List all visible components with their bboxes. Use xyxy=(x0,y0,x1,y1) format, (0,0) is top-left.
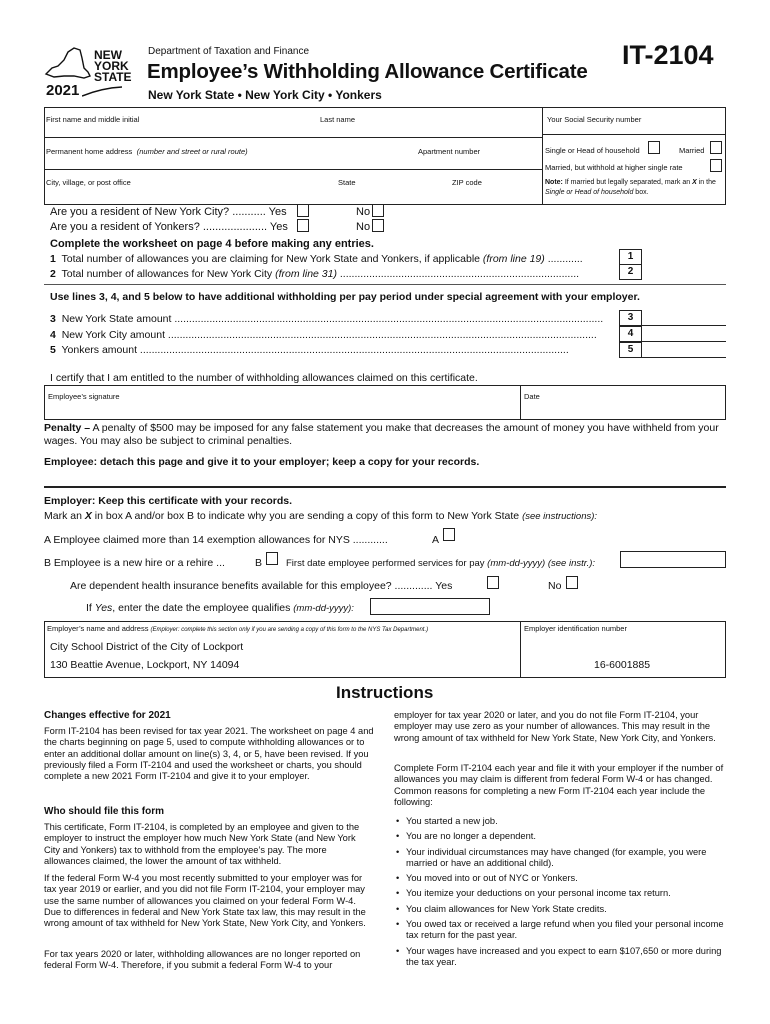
nyc-resident-no-label: No xyxy=(356,206,371,218)
name-address-note: (Employer: complete this section only if you are sending a copy of this form to the NYS Tax Department.) xyxy=(150,627,429,633)
status-married-label: Married xyxy=(679,146,705,155)
line-4-number: 4 xyxy=(50,329,56,341)
nys-logo xyxy=(44,46,132,102)
zip-field[interactable] xyxy=(452,172,540,198)
list-item: • You itemize your deductions on your personal income tax return. xyxy=(394,888,726,899)
who-paragraph-2: If the federal Form W-4 you most recently submitted to your employer was for tax year 2019 or earlier, and you did not file Form IT-2104, your employer may use the same number of allowances you claimed on your federal Form W-4. Due to differences in federal and New York State tax law, this may result in the wrong amount of tax withheld for New York State, New York City, and Yonkers. xyxy=(44,873,366,929)
line-2-dots: .................................................................................. xyxy=(339,268,580,280)
line-4 xyxy=(50,329,616,341)
health-yes-checkbox[interactable] xyxy=(487,576,499,589)
penalty-statement xyxy=(44,422,728,448)
who-paragraph-1: This certificate, Form IT-2104, is completed by an employee and given to the employer to instruct the employer how much New York State (and New York City and Yonkers) tax to withhold from the employee’s pay. The more allowances claimed, the lower the amount of tax withheld. xyxy=(44,822,360,866)
list-item: • You are no longer a dependent. xyxy=(394,831,726,842)
employer-ein-value[interactable]: 16-6001885 xyxy=(594,659,651,671)
detach-divider xyxy=(44,486,726,488)
first-date-format: (mm-dd-yyyy) (see instr.): xyxy=(487,558,596,569)
employer-address[interactable]: 130 Beattie Avenue, Lockport, NY 14094 xyxy=(50,659,240,671)
list-item: • You owed tax or received a large refund when you filed your personal income tax return for the past year. xyxy=(394,919,726,942)
status-married-checkbox[interactable] xyxy=(710,141,722,154)
line-4-box-number: 4 xyxy=(627,328,634,339)
new-york-state-map-icon xyxy=(44,46,92,80)
employer-name[interactable]: City School District of the City of Lockport xyxy=(50,641,244,653)
line-5-amount[interactable] xyxy=(642,342,726,358)
signature-label: Employee’s signature xyxy=(48,392,120,401)
line-5-number: 5 xyxy=(50,344,56,356)
signature-field[interactable] xyxy=(44,385,521,420)
box-a-checkbox[interactable] xyxy=(443,528,455,541)
line-2-number: 2 xyxy=(50,268,56,280)
note-text-1: If married but legally separated, mark an xyxy=(564,179,691,186)
line-2-box[interactable] xyxy=(619,264,642,280)
employer-name-address-label xyxy=(47,624,428,633)
line-5-text: Yonkers amount xyxy=(61,344,137,356)
mark-post: in box A and/or box B to indicate why you are sending a copy of this form to New York State xyxy=(94,510,520,522)
note-text-4: box. xyxy=(635,189,649,196)
line-1-text: Total number of allowances you are claiming for New York State and Yonkers, if applicable xyxy=(61,253,480,265)
yonkers-resident-no-label: No xyxy=(356,221,371,233)
right-paragraph-2: Complete Form IT-2104 each year and file it with your employer if the number of allowances you may claim is different from federal Form W-4 or has changed. Common reasons for completing a new Form IT-2104 each year include the following: xyxy=(394,763,724,807)
line-3-text: New York State amount xyxy=(61,313,172,325)
zip-label: ZIP code xyxy=(452,178,482,187)
nyc-resident-no-checkbox[interactable] xyxy=(372,204,384,217)
health-no-checkbox[interactable] xyxy=(566,576,578,589)
who-paragraph-3: For tax years 2020 or later, withholding allowances are no longer reported on federal Form W-4. Therefore, if you submit a federal Form W-4 to your xyxy=(44,949,361,971)
line-3-dots: ................................................................................................................................................... xyxy=(174,313,604,325)
reasons-list xyxy=(394,816,726,972)
worksheet-instruction: Complete the worksheet on page 4 before making any entries. xyxy=(50,238,374,250)
logo-word-york: YORK xyxy=(94,59,129,73)
employer-keep: Employer: Keep this certificate with your records. xyxy=(44,495,292,507)
ssn-field[interactable] xyxy=(547,109,723,133)
line-2-text: Total number of allowances for New York City xyxy=(61,268,273,280)
employer-mark-instruction xyxy=(44,510,597,522)
changes-paragraph: Form IT-2104 has been revised for tax year 2021. The worksheet on page 4 and the charts beginning on page 5, used to compute withholding allowances or to enter an additional dollar amount on line(s) 3, 4, or 5, have been revised. If you previously filed a Form IT-2104 and used the worksheet or charts, you should complete a new 2021 Form IT-2104 and give it to your employer. xyxy=(44,726,374,782)
address-field[interactable] xyxy=(46,141,416,167)
list-item: • You claim allowances for New York State credits. xyxy=(394,904,726,915)
line-5-box[interactable] xyxy=(619,342,642,358)
line-5 xyxy=(50,344,616,356)
box-a-label: A xyxy=(432,534,440,546)
line-1-ref: (from line 19) xyxy=(482,253,545,265)
line-3-box[interactable] xyxy=(619,310,642,326)
line-2 xyxy=(50,268,579,280)
status-single-label: Single or Head of household xyxy=(545,146,640,155)
logo-word-new: NEW xyxy=(94,48,122,62)
line-3-number: 3 xyxy=(50,313,56,325)
list-item: • Your individual circumstances may have changed (for example, you were married or have an additional child). xyxy=(394,847,726,870)
line-4-box[interactable] xyxy=(619,326,642,342)
use-lines-instruction: Use lines 3, 4, and 5 below to have additional withholding per pay period under special agreement with your employer. xyxy=(50,291,640,303)
logo-word-state: STATE xyxy=(94,70,132,84)
status-married-higher-label: Married, but withhold at higher single rate xyxy=(545,163,683,172)
mark-ref: (see instructions): xyxy=(522,511,598,522)
address-label: Permanent home address xyxy=(46,147,133,156)
line-5-dots: ................................................................................................................................................... xyxy=(139,344,569,356)
line-3-box-number: 3 xyxy=(627,312,634,323)
last-name-label: Last name xyxy=(320,115,356,124)
if-yes-it: Yes xyxy=(94,602,113,614)
form-id: IT-2104 xyxy=(622,40,714,70)
line-4-text: New York City amount xyxy=(61,329,165,341)
line-3 xyxy=(50,313,616,325)
status-married-higher-checkbox[interactable] xyxy=(710,159,722,172)
instructions-heading: Instructions xyxy=(336,683,434,702)
line-4-amount[interactable] xyxy=(642,326,726,342)
yonkers-resident-yes-checkbox[interactable] xyxy=(297,219,309,232)
if-yes-post: , enter the date the employee qualifies xyxy=(112,602,291,614)
status-single-checkbox[interactable] xyxy=(648,141,660,154)
nyc-resident-yes-checkbox[interactable] xyxy=(297,204,309,217)
right-paragraph-1: employer for tax year 2020 or later, and you do not file Form IT-2104, your employer may use zero as your number of allowances. This may result in the wrong amount of tax withheld for New York State, New York City, and Yonkers. xyxy=(394,710,716,743)
list-item: • You started a new job. xyxy=(394,816,726,827)
certify-statement: I certify that I am entitled to the number of withholding allowances claimed on this certificate. xyxy=(50,372,478,384)
line-5-box-number: 5 xyxy=(627,344,634,355)
apartment-label: Apartment number xyxy=(418,147,481,156)
box-b-label: B xyxy=(255,557,263,569)
health-question: Are dependent health insurance benefits available for this employee? ............. Yes xyxy=(70,580,453,592)
city-field[interactable] xyxy=(46,172,326,198)
first-date-text: First date employee performed services for pay xyxy=(286,558,485,569)
address-hint: (number and street or rural route) xyxy=(136,147,248,156)
box-a-text: A Employee claimed more than 14 exemption allowances for NYS ............ xyxy=(44,534,388,546)
line-1-box-number: 1 xyxy=(627,251,634,262)
health-no-label: No xyxy=(548,580,562,592)
nyc-resident-question: Are you a resident of New York City? ........... Yes xyxy=(50,206,287,218)
yonkers-resident-no-checkbox[interactable] xyxy=(372,219,384,232)
box-b-text: B Employee is a new hire or a rehire ... xyxy=(44,557,225,569)
form-title: Employee’s Withholding Allowance Certificate xyxy=(147,60,588,83)
mark-pre: Mark an xyxy=(44,510,82,522)
name-address-text: Employer’s name and address xyxy=(47,624,149,633)
line-1-dots: ............ xyxy=(547,253,583,265)
date-label: Date xyxy=(524,392,540,401)
who-heading: Who should file this form xyxy=(44,806,164,817)
mark-x: X xyxy=(84,510,92,522)
list-item: • You moved into or out of NYC or Yonkers. xyxy=(394,873,726,884)
note-x: X xyxy=(692,179,697,186)
first-date-label xyxy=(286,558,595,569)
form-subtitle: New York State • New York City • Yonkers xyxy=(148,88,382,102)
line-1-number: 1 xyxy=(50,253,56,265)
note-text-3: the xyxy=(706,179,716,186)
line-4-dots: ................................................................................................................................................... xyxy=(167,329,597,341)
changes-heading: Changes effective for 2021 xyxy=(44,710,171,721)
line-2-box-number: 2 xyxy=(627,266,634,277)
note-label: Note: xyxy=(545,179,563,186)
penalty-label: Penalty – xyxy=(44,422,91,434)
if-yes-pre: If xyxy=(86,602,92,614)
detach-instruction: Employee: detach this page and give it to your employer; keep a copy for your records. xyxy=(44,456,480,468)
department-name: Department of Taxation and Finance xyxy=(148,46,310,57)
apartment-field[interactable] xyxy=(418,141,538,167)
line-3-amount[interactable] xyxy=(642,310,726,326)
penalty-text: A penalty of $500 may be imposed for any false statement you make that decreases the amount of money you have withheld from your wages. You may also be subject to criminal penalties. xyxy=(44,422,719,447)
date-field[interactable] xyxy=(520,385,726,420)
first-date-input[interactable] xyxy=(620,551,726,568)
logo-swoosh-icon xyxy=(82,86,122,98)
status-note xyxy=(545,178,723,198)
qualify-date-label xyxy=(86,602,354,614)
box-b-checkbox[interactable] xyxy=(266,552,278,565)
yonkers-resident-question: Are you a resident of Yonkers? ..................... Yes xyxy=(50,221,288,233)
state-field[interactable] xyxy=(338,172,418,198)
line-1-box[interactable] xyxy=(619,249,642,265)
ssn-label: Your Social Security number xyxy=(547,115,642,124)
last-name-field[interactable] xyxy=(320,109,540,135)
note-single: Single or Head of household xyxy=(545,189,634,196)
qualify-date-input[interactable] xyxy=(370,598,490,615)
state-label: State xyxy=(338,178,356,187)
first-name-label: First name and middle initial xyxy=(46,115,140,124)
list-item: • Your wages have increased and you expect to earn $107,650 or more during the tax year. xyxy=(394,946,726,969)
first-name-field[interactable] xyxy=(46,109,316,135)
line-2-ref: (from line 31) xyxy=(275,268,337,280)
city-label: City, village, or post office xyxy=(46,178,131,187)
form-year: 2021 xyxy=(46,82,80,99)
if-yes-format: (mm-dd-yyyy): xyxy=(293,603,354,614)
line-1 xyxy=(50,253,583,265)
employer-ein-label: Employer identification number xyxy=(524,624,627,633)
note-text-2: in xyxy=(698,179,705,186)
